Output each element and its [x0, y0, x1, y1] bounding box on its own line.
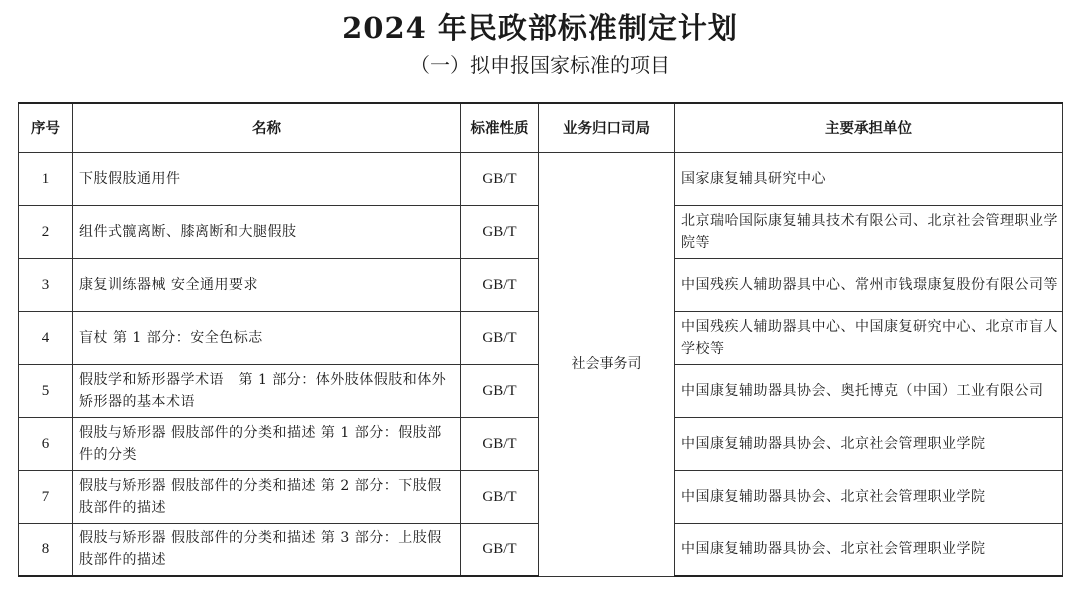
row-number: 8 — [19, 523, 73, 576]
responsible-units: 北京瑞哈国际康复辅具技术有限公司、北京社会管理职业学院等 — [675, 205, 1063, 258]
header-name: 名称 — [73, 103, 461, 152]
row-number: 4 — [19, 311, 73, 364]
responsible-units: 中国康复辅助器具协会、北京社会管理职业学院 — [675, 523, 1063, 576]
row-number: 2 — [19, 205, 73, 258]
responsible-units: 中国残疾人辅助器具中心、中国康复研究中心、北京市盲人学校等 — [675, 311, 1063, 364]
standard-name: 康复训练器械 安全通用要求 — [73, 258, 461, 311]
standard-name: 盲杖 第 1 部分：安全色标志 — [73, 311, 461, 364]
standard-nature: GB/T — [461, 364, 539, 417]
responsible-units: 国家康复辅具研究中心 — [675, 152, 1063, 205]
row-number: 5 — [19, 364, 73, 417]
department-cell: 社会事务司 — [539, 152, 675, 576]
standard-nature: GB/T — [461, 470, 539, 523]
row-number: 3 — [19, 258, 73, 311]
header-units: 主要承担单位 — [675, 103, 1063, 152]
standard-nature: GB/T — [461, 258, 539, 311]
standard-name: 假肢与矫形器 假肢部件的分类和描述 第 3 部分：上肢假肢部件的描述 — [73, 523, 461, 576]
responsible-units: 中国康复辅助器具协会、北京社会管理职业学院 — [675, 417, 1063, 470]
page-subtitle: （一）拟申报国家标准的项目 — [410, 53, 670, 77]
standard-name: 假肢学和矫形器学术语 第 1 部分：体外肢体假肢和体外矫形器的基本术语 — [73, 364, 461, 417]
row-number: 6 — [19, 417, 73, 470]
responsible-units: 中国残疾人辅助器具中心、常州市钱璟康复股份有限公司等 — [675, 258, 1063, 311]
row-number: 1 — [19, 152, 73, 205]
table-header-row — [19, 103, 1063, 152]
row-number: 7 — [19, 470, 73, 523]
header-no: 序号 — [19, 103, 73, 152]
standard-nature: GB/T — [461, 152, 539, 205]
standard-name: 组件式髋离断、膝离断和大腿假肢 — [73, 205, 461, 258]
standard-nature: GB/T — [461, 205, 539, 258]
standard-name: 假肢与矫形器 假肢部件的分类和描述 第 1 部分：假肢部件的分类 — [73, 417, 461, 470]
standard-nature: GB/T — [461, 417, 539, 470]
page-title: 2024 年民政部标准制定计划 — [342, 11, 738, 45]
standard-nature: GB/T — [461, 523, 539, 576]
responsible-units: 中国康复辅助器具协会、北京社会管理职业学院 — [675, 470, 1063, 523]
standard-name: 下肢假肢通用件 — [73, 152, 461, 205]
header-nature: 标准性质 — [461, 103, 539, 152]
standard-name: 假肢与矫形器 假肢部件的分类和描述 第 2 部分：下肢假肢部件的描述 — [73, 470, 461, 523]
responsible-units: 中国康复辅助器具协会、奥托博克（中国）工业有限公司 — [675, 364, 1063, 417]
standards-table — [18, 102, 1063, 577]
header-department: 业务归口司局 — [539, 103, 675, 152]
table-row — [19, 152, 1063, 205]
standard-nature: GB/T — [461, 311, 539, 364]
